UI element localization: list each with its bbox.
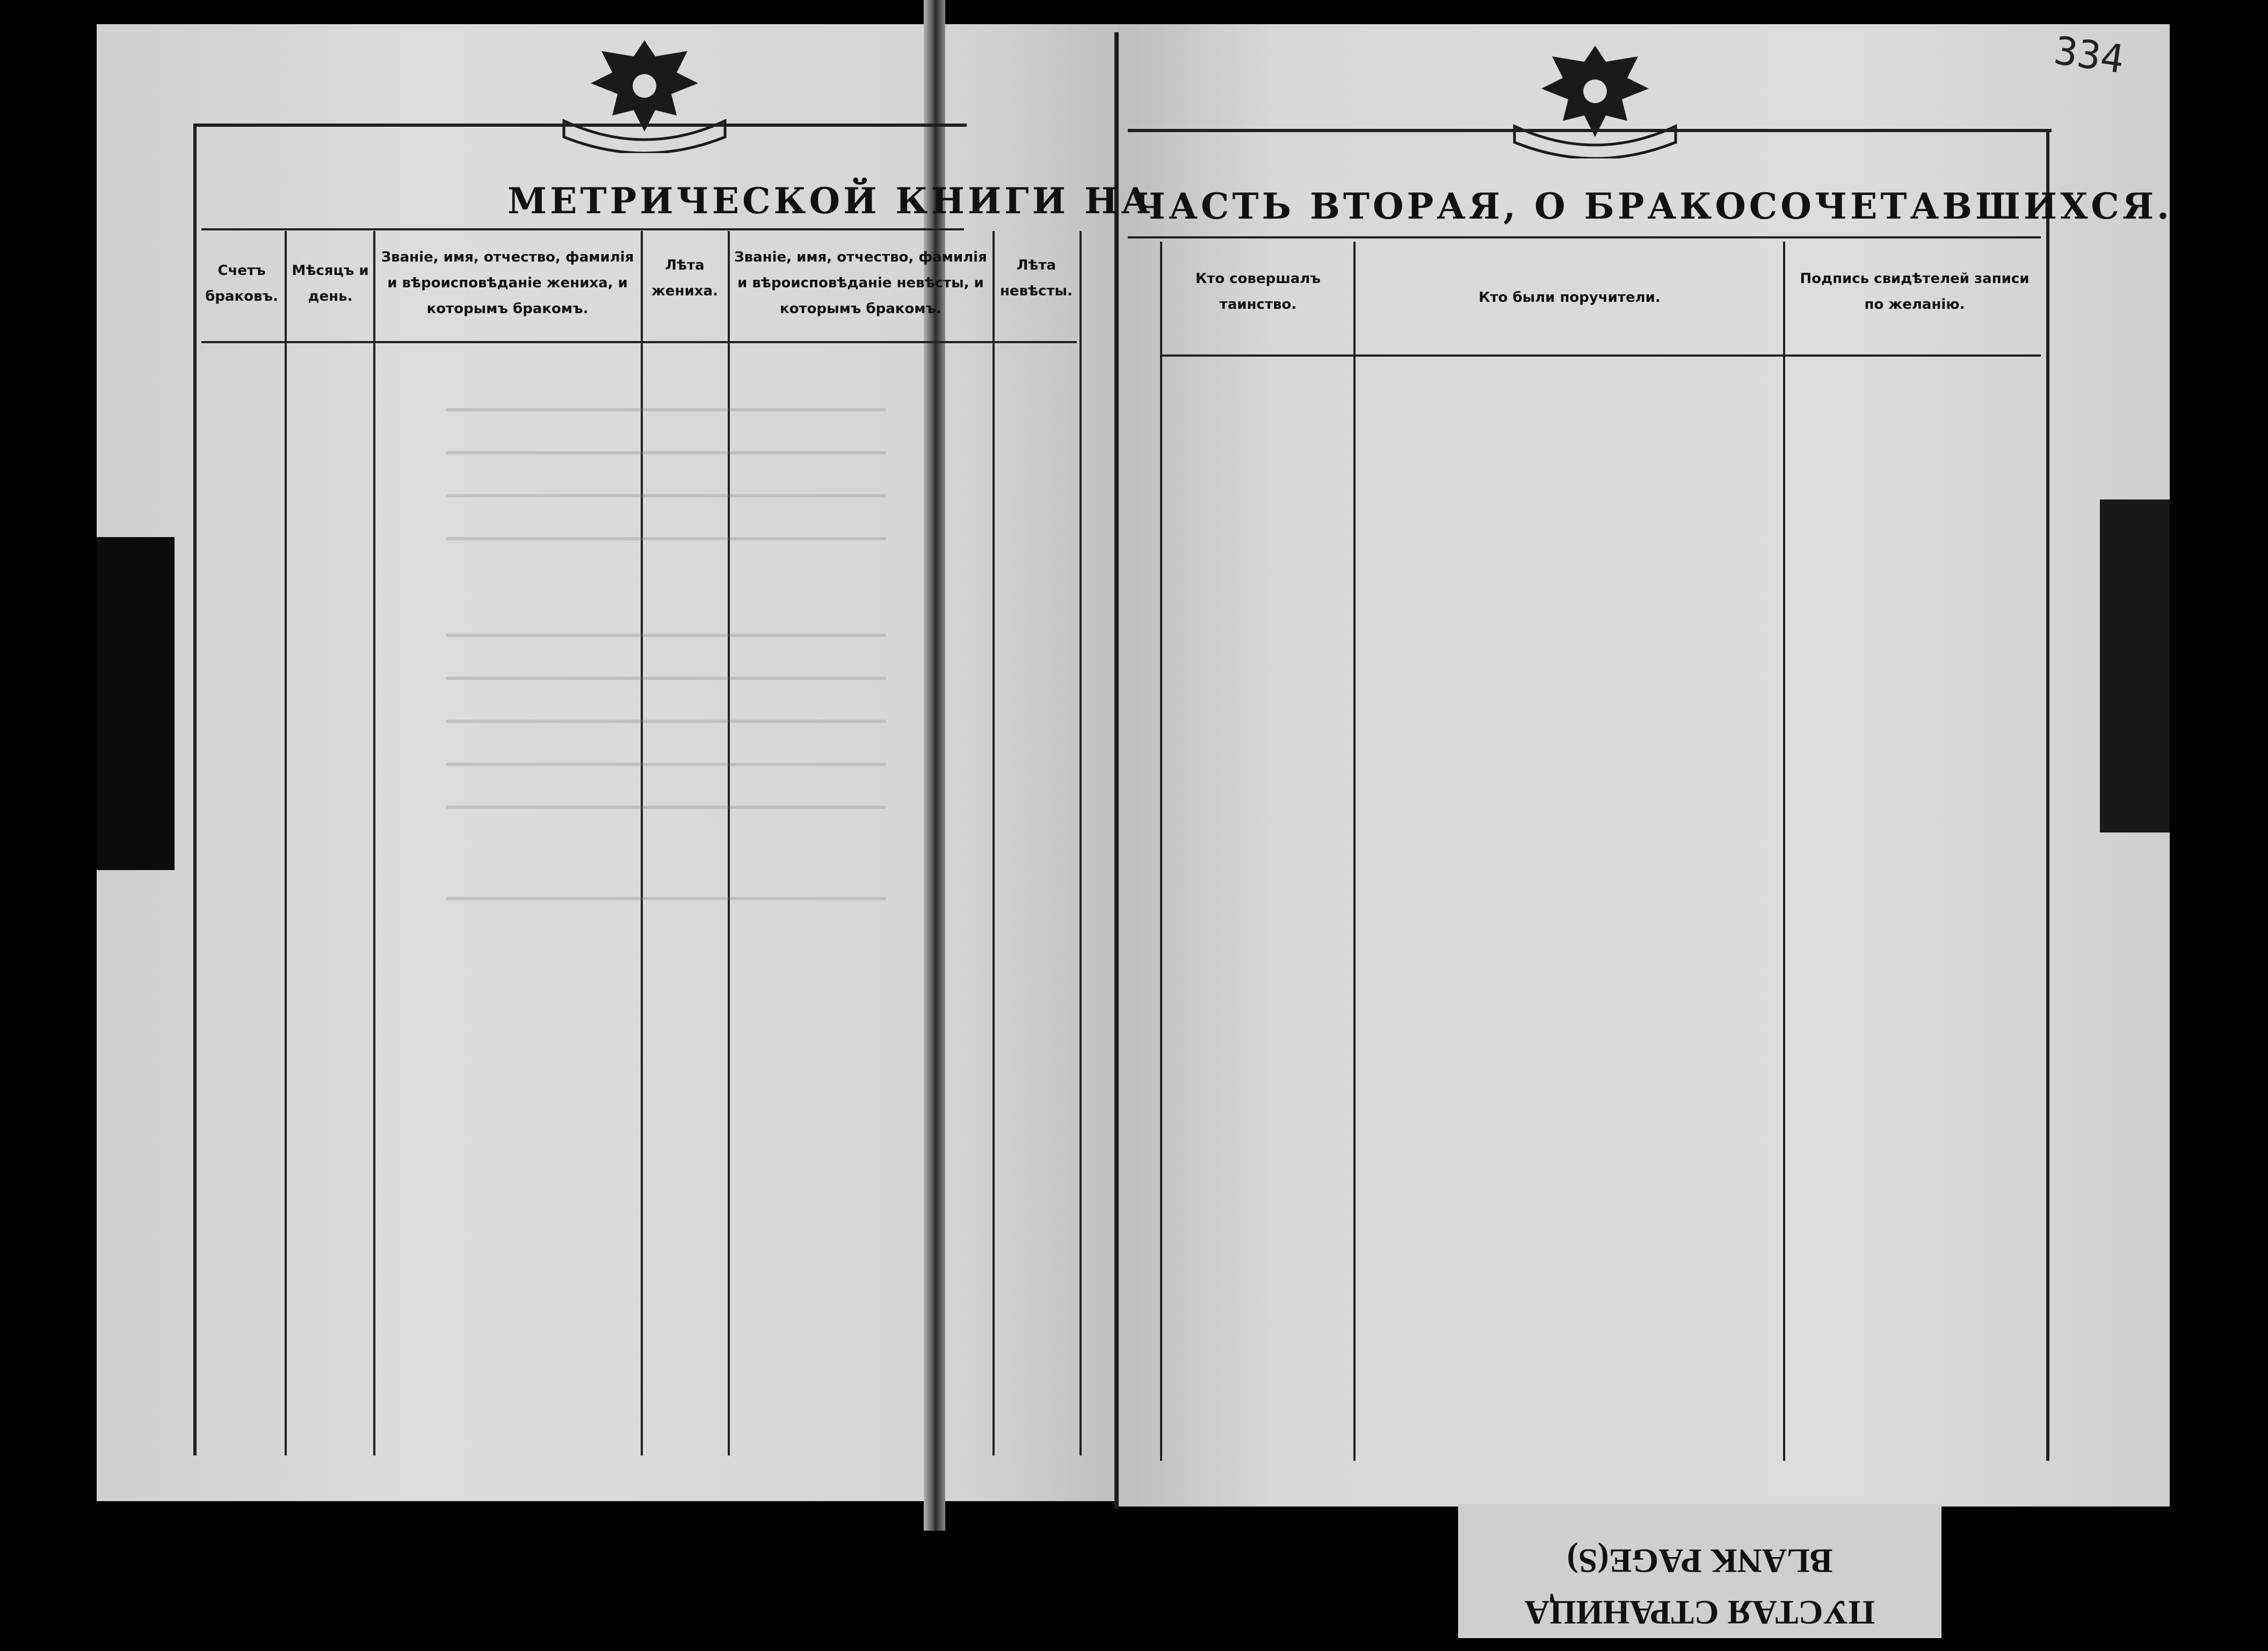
column-header-bottom-right	[1160, 354, 2041, 357]
col-header-marriage-count: Счетъ браковъ.	[205, 263, 278, 305]
frame-top-right	[1128, 129, 2052, 132]
col-header-sponsors: Кто были поручители.	[1479, 289, 1661, 306]
bleed-through-line	[446, 677, 886, 680]
col-header-bride-age: Лѣта невѣсты.	[999, 257, 1073, 299]
header-rule-left	[201, 228, 964, 230]
col-divider-3	[641, 231, 643, 1456]
col-header-month-day: Мѣсяцъ и день.	[292, 263, 369, 305]
book-spine	[1114, 32, 1119, 1509]
bleed-through-line	[446, 897, 886, 900]
bleed-through-line	[446, 537, 886, 540]
double-headed-eagle-emblem-left	[548, 30, 741, 153]
col-divider-1	[285, 231, 287, 1456]
frame-left	[193, 124, 197, 1456]
blank-label-line-ru: ПУСТАЯ СТРАНИЦА	[1524, 1594, 1875, 1632]
title-left: МЕТРИЧЕСКОЙ КНИГИ НА	[508, 180, 1154, 222]
col-divider-2	[373, 231, 375, 1456]
col-header-groom: Званіе, имя, отчество, фамилія и вѣроисповѣданіе жениха, и которымъ бракомъ.	[381, 249, 634, 317]
frame-right	[2046, 129, 2049, 1461]
right-edge-tab	[2100, 499, 2170, 832]
double-headed-eagle-emblem-right	[1498, 35, 1692, 158]
column-header-bottom-left	[201, 341, 1077, 343]
bleed-through-line	[446, 763, 886, 766]
col-header-officiant: Кто совершалъ таинство.	[1195, 271, 1321, 313]
bleed-through-line	[446, 720, 886, 723]
bleed-through-line	[446, 806, 886, 809]
col-divider-6	[1079, 231, 1082, 1456]
blank-page-label	[1458, 1504, 1941, 1638]
blank-label-line-en: BLANK PAGE(S)	[1567, 1542, 1833, 1580]
header-rule-right	[1128, 236, 2041, 238]
bleed-through-line	[446, 494, 886, 497]
title-right: ЧАСТЬ ВТОРАЯ, О БРАКОСОЧЕТАВШИХСЯ.	[1133, 185, 2173, 227]
col-header-bride: Званіе, имя, отчество, фамилія и вѣроисповѣданіе невѣсты, и которымъ бракомъ.	[734, 249, 987, 317]
col-divider-4	[728, 231, 730, 1456]
col-header-groom-age: Лѣта жениха.	[651, 257, 718, 299]
col-divider-5	[992, 231, 995, 1456]
col-header-witness-signature: Подпись свидѣтелей записи по желанію.	[1800, 271, 2030, 313]
col-divider-9	[1783, 242, 1785, 1461]
bleed-through-line	[446, 451, 886, 454]
left-edge-tab	[97, 537, 175, 870]
col-divider-8	[1353, 242, 1356, 1461]
right-page	[1117, 24, 2173, 1507]
bleed-through-line	[446, 634, 886, 637]
frame-top-left	[193, 124, 967, 127]
bleed-through-line	[446, 408, 886, 411]
folio-number: 334	[2051, 27, 2127, 82]
col-divider-7	[1160, 242, 1162, 1461]
